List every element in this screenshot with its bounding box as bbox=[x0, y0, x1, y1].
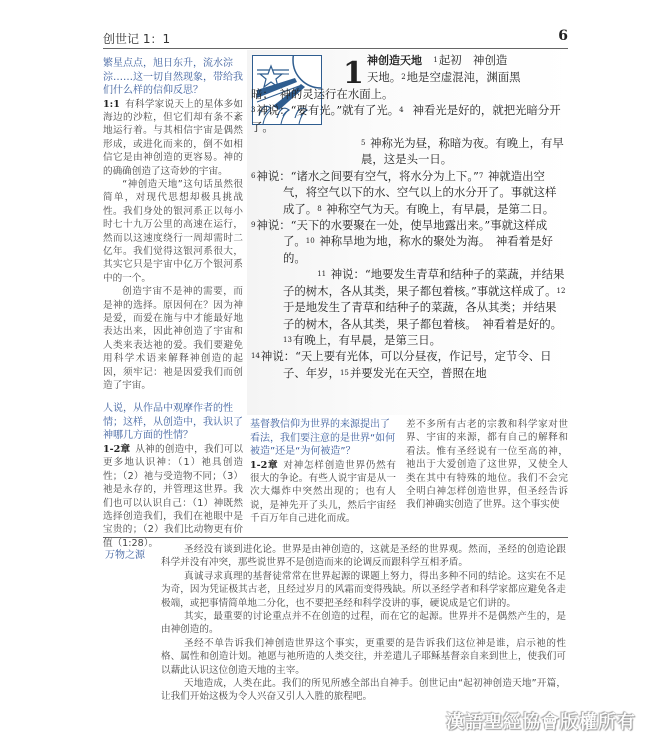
study-note: 1:1 有科学家说天上的星体多如海边的沙粒，但它们却有条不紊地运行着。与其相信宇宙是偶然形成，或进化而来的，倒不如相信它是由神创造的更容易。神的的确确创造了这奇妙的宇宙。 bbox=[103, 98, 243, 177]
note-reference: 1-2章 bbox=[250, 459, 279, 471]
verse-6: $^6$神说：“诸水之间要有空气，将水分为上下。”$^7$ 神就造出空气，将空气以下的水、空气以上的水分开了。事就这样成了。$^8$ 神称空气为天。有晚上，有早晨，是第二日。 bbox=[251, 168, 557, 216]
study-note: 1-2章 对神怎样创造世界仍然有很大的争论。有些人说宇宙是从一次大爆炸中突然出现的；也有人说，是神先开了头儿，然后宇宙经千百万年自己进化而成。 bbox=[250, 459, 396, 525]
verse-9: $^9$神说：“天下的水要聚在一处，使旱地露出来。”事就这样成了。$^{10}$ 神称旱地为地，称水的聚处为海。 神看着是好的。 bbox=[251, 218, 553, 265]
section-divider bbox=[103, 537, 568, 538]
reflection-question: 繁星点点，旭日东升，流水淙淙……这一切自然现象，带给我们什么样的信仰反思？ bbox=[103, 58, 243, 96]
study-note: 1-2章 从神的创造中，我们可以更多地认识神：（1）祂具创造性；（2）祂与受造物不同；（3）祂是永存的，并管理这世界。我们也可以认识自己：（1）神既然选择创造我们，我们在祂眼中是宝贵的；（2）我们比动物更有价值（1:28）。 bbox=[103, 443, 243, 549]
note-reference: 1-2章 bbox=[103, 443, 131, 455]
scripture-panel bbox=[247, 50, 575, 415]
study-note-paragraph: 创造宇宙不是神的需要，而是神的选择。原因何在？因为神是爱，而爱在施与中才能最好地表达出来，因此神创造了宇宙和人类来表达祂的爱。我们要避免用科学术语来解释神创造的起因，须牢记：祂是因爱我们而创造了宇宙。 bbox=[103, 286, 243, 392]
essay-label: 万物之源 bbox=[105, 550, 145, 561]
reflection-question: 基督教信仰为世界的来源提出了看法，我们要注意的是世界“如何被造”还是“为何被造”？ bbox=[250, 419, 396, 457]
copyright-watermark: 漢語聖經協會版權所有 bbox=[446, 712, 636, 733]
essay-paragraph: 真诚寻求真理的基督徒常常在世界起源的课题上努力，得出多种不同的结论。这实在不足为奇，因为凭证极其古老，且经过岁月的风霜而变得残缺。所以圣经学者和科学家都应避免各走极端，或把事情简单地二分化，也不要把圣经和科学没讲的事，硬说成是它们讲的。 bbox=[161, 570, 566, 609]
essay-paragraph: 其实，最重要的讨论重点并不在创造的过程，而在它的起源。世界并不是偶然产生的，是由神创造的。 bbox=[161, 611, 566, 636]
running-title: 创世记 1：1 bbox=[103, 32, 171, 46]
essay-body bbox=[161, 543, 566, 704]
page-number: 6 bbox=[558, 28, 568, 44]
essay-paragraph: 圣经没有谈到进化论。世界是由神创造的，这就是圣经的世界观。然而，圣经的创造论跟科学并没有冲突，那些说世界不是创造而来的论调反而跟科学互相矛盾。 bbox=[161, 544, 566, 569]
verse-3: $^3$神说：“要有光。”就有了光。$^4$ 神看光是好的，就把光暗分开了。 bbox=[251, 103, 561, 134]
verse-1: 神创造天地 $^1$起初 神创造 bbox=[367, 53, 508, 67]
study-notes-left-column bbox=[103, 57, 243, 550]
section-heading: 神创造天地 bbox=[367, 54, 422, 67]
chapter-number: 1 bbox=[343, 56, 364, 91]
reflection-question: 人说，从作品中观摩作者的性情；这样，从创造中，我认识了神哪几方面的性情？ bbox=[103, 403, 243, 442]
study-note-paragraph: “神创造天地”这句话虽然很简单，对现代思想却极具挑战性。我们身处的银河系正以每小时七十九万公里的高速在运行，然而以这速度绕行一周却需时二亿年。我们觉得这银河系很大，其实它只是宇宙中亿万个银河系中的一个。 bbox=[103, 178, 243, 284]
verse-14: $^{14}$神说：“天上要有光体，可以分昼夜，作记号，定节令、日子、年岁，$^{15}$并要发光在天空，普照在地 bbox=[251, 349, 552, 380]
study-notes-right-column bbox=[406, 418, 568, 512]
verse-2-cont: 暗； 神的灵运行在水面上。 bbox=[251, 86, 394, 101]
note-reference: 1:1 bbox=[103, 98, 120, 110]
essay-paragraph: 天地造成，人类在此。我们的所见所感全部出自神手。创世记由“起初神创造天地”开篇，让我们开始这极为令人兴奋又引人入胜的旅程吧。 bbox=[161, 678, 566, 703]
verse-2: 天地。$^2$地是空虚混沌，渊面黑 bbox=[367, 70, 521, 85]
verse-11: $^{11}$ 神说：“地要发生青草和结种子的菜蔬，并结果子的树木，各从其类，果子都包着核。”事就这样成了。$^{12}$于是地发生了青草和结种子的菜蔬，各从其类；并结果子的树木，各从其类，果子都包着核。 神看着是好的。$^{13}$有晚上，有早晨，是第三日。 bbox=[283, 267, 566, 347]
study-note-continuation: 差不多所有古老的宗教和科学家对世界、宇宙的来源，都有自己的解释和看法。惟有圣经说有一位至高的神，祂出于大爱创造了这世界，又使全人类在其中有特殊的地位。我们不会完全明白神怎样创造世界，但圣经告诉我们神确实创造了世界。这个事实使 bbox=[406, 419, 568, 511]
page-header bbox=[103, 30, 568, 49]
essay-paragraph: 圣经不单告诉我们神创造世界这个事实，更重要的是告诉我们这位神是谁，启示祂的性格、属性和创造计划。祂愿与祂所造的人类交往，并差遣儿子耶稣基督亲自来到世上，使我们可以藉此认识这位创造天地的主宰。 bbox=[161, 637, 566, 676]
scripture-text bbox=[251, 52, 567, 381]
verse-5: $^5$ 神称光为昼，称暗为夜。有晚上，有早晨，这是头一日。 bbox=[361, 136, 564, 167]
study-notes-middle-column bbox=[250, 418, 396, 526]
